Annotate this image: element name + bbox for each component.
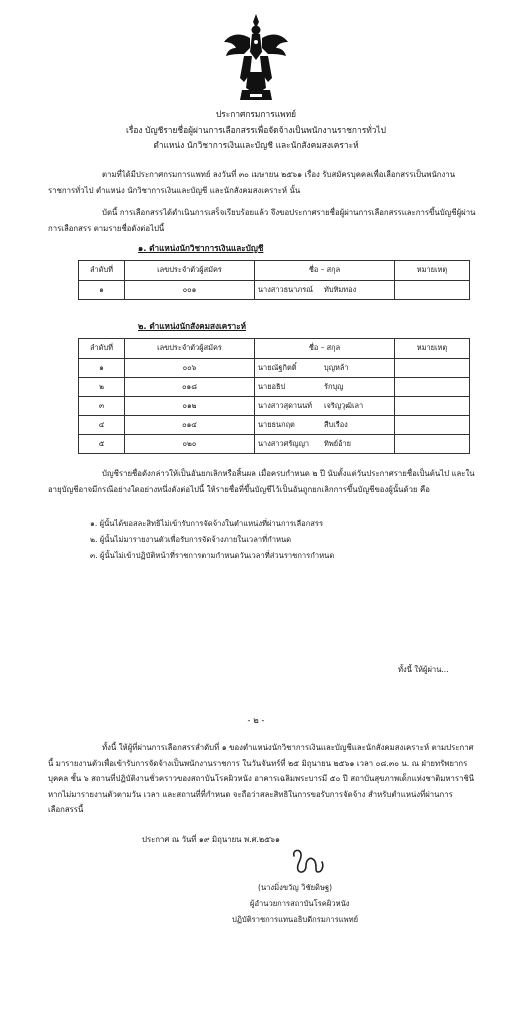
announcement-paragraph: บัดนี้ การเลือกสรรได้ดำเนินการเสร็จเรียบร้อยแล้ว จึงขอประกาศรายชื่อผู้ผ่านการเลือกสรรและการขึ้นบัญชีผู้ผ่านการเลือกสรร ตามรายชื่อดังต่อไปนี้	[48, 208, 476, 233]
cell-applicant-id: ๐๐๖	[125, 359, 255, 378]
announce-date: ประกาศ ณ วันที่ ๑๙ มิถุนายน พ.ศ.๒๕๖๑	[142, 835, 280, 844]
table-row	[79, 416, 470, 435]
table-row	[79, 281, 470, 300]
cell-remark	[395, 435, 470, 454]
last-name: สืบเรือง	[324, 419, 348, 429]
last-name: รักบุญ	[324, 381, 344, 391]
cell-remark	[395, 378, 470, 397]
cell-name	[255, 416, 395, 435]
cell-remark	[395, 359, 470, 378]
cell-applicant-id: ๐๐๑	[125, 281, 255, 300]
last-name: ทับทิมทอง	[324, 284, 357, 294]
continued-marker: ทั้งนี้ ให้ผู้ผ่าน...	[398, 665, 449, 674]
first-name: นายธนกฤต	[258, 419, 295, 429]
cell-no: ๓	[79, 397, 125, 416]
section-1-table	[78, 260, 470, 300]
cell-name	[255, 397, 395, 416]
cell-no: ๒	[79, 378, 125, 397]
cell-name	[255, 359, 395, 378]
signature	[288, 846, 328, 876]
last-name: เจริญวุฒิเลา	[324, 400, 364, 410]
subject-line: เรื่อง บัญชีรายชื่อผู้ผ่านการเลือกสรรเพื่อจัดจ้างเป็นพนักงานราชการทั่วไป	[126, 125, 386, 135]
first-name: นายณัฐกิตติ์	[258, 362, 297, 372]
condition-3: ๓. ผู้นั้นไม่เข้าปฏิบัติหน้าที่ราชการตามกำหนดวันเวลาที่ส่วนราชการกำหนด	[90, 551, 335, 560]
signer-name: (นางมิ่งขวัญ วิชัยดิษฐ)	[258, 883, 333, 892]
reporting-paragraph: ทั้งนี้ ให้ผู้ที่ผ่านการเลือกสรรลำดับที่ ๑ ของตำแหน่งนักวิชาการเงินและบัญชีและนักสังคมสงเคราะห์ ตามประกาศนี้ มารายงานตัวเพื่อเข้ารับการจัดจ้างเป็นพนักงานราชการ ในวันจันทร์ที่ ๒๕ มิถุนายน ๒๕๖๑ เวลา ๐๘.๓๐ น. ณ ฝ่ายทรัพยากรบุคคล ชั้น ๖ สถานที่ปฏิบัติงานชั่วคราวของสถาบันโรคผิวหนัง อาคารเฉลิมพระบารมี ๕๐ ปี สถาบันสุขภาพเด็กแห่งชาติมหาราชินี หากไม่มารายงานตัวตามวัน เวลา และสถานที่ที่กำหนด จะถือว่าสละสิทธิในการขอรับการจัดจ้าง สำหรับตำแหน่งที่ผ่านการเลือกสรรนี้	[48, 743, 475, 814]
cell-no: ๑	[79, 359, 125, 378]
cell-applicant-id: ๐๒๐	[125, 435, 255, 454]
col-header-name: ชื่อ – สกุล	[255, 261, 395, 281]
garuda-emblem	[222, 12, 290, 104]
cell-no: ๔	[79, 416, 125, 435]
cell-name	[255, 378, 395, 397]
col-header-applicant-id: เลขประจำตัวผู้สมัคร	[125, 261, 255, 281]
cell-no: ๕	[79, 435, 125, 454]
section-2-table	[78, 338, 470, 454]
cell-remark	[395, 397, 470, 416]
cell-applicant-id: ๐๑๘	[125, 378, 255, 397]
cell-applicant-id: ๐๑๒	[125, 397, 255, 416]
intro-paragraph: ตามที่ได้มีประกาศกรมการแพทย์ ลงวันที่ ๓๐ เมษายน ๒๕๖๑ เรื่อง รับสมัครบุคคลเพื่อเลือกสรรเป็นพนักงานราชการทั่วไป ตำแหน่ง นักวิชาการเงินและบัญชี และนักสังคมสงเคราะห์ นั้น	[48, 170, 456, 195]
last-name: บุญหล้า	[324, 362, 349, 372]
subject-line-2: ตำแหน่ง นักวิชาการเงินและบัญชี และนักสังคมสงเคราะห์	[153, 140, 359, 150]
cell-remark	[395, 281, 470, 300]
col-header-no: ลำดับที่	[79, 261, 125, 281]
page-number: - ๒ -	[247, 715, 265, 725]
cell-no: ๑	[79, 281, 125, 300]
table-row	[79, 397, 470, 416]
section-1-heading: ๑. ตำแหน่งนักวิชาการเงินและบัญชี	[138, 243, 264, 253]
col-header-no: ลำดับที่	[79, 339, 125, 359]
table-header-row	[79, 339, 470, 359]
signer-title-2: ปฏิบัติราชการแทนอธิบดีกรมการแพทย์	[232, 915, 359, 924]
condition-2: ๒. ผู้นั้นไม่มารายงานตัวเพื่อรับการจัดจ้างภายในเวลาที่กำหนด	[90, 535, 292, 544]
first-name: นายอธิป	[258, 381, 286, 391]
validity-paragraph: บัญชีรายชื่อดังกล่าวให้เป็นอันยกเลิกหรือสิ้นผล เมื่อครบกำหนด ๒ ปี นับตั้งแต่วันประกาศรายชื่อเป็นต้นไป และในอายุบัญชีอาจมีกรณีอย่างใดอย่างหนึ่งดังต่อไปนี้ ให้รายชื่อที่ขึ้นบัญชีไว้เป็นอันถูกยกเลิกการขึ้นบัญชีของผู้นั้นด้วย คือ	[48, 469, 475, 494]
col-header-remark: หมายเหตุ	[395, 261, 470, 281]
col-header-name: ชื่อ – สกุล	[255, 339, 395, 359]
agency-title: ประกาศกรมการแพทย์	[215, 109, 297, 119]
first-name: นางสาวธนาภรณ์	[258, 284, 314, 294]
col-header-remark: หมายเหตุ	[395, 339, 470, 359]
first-name: นางสาวสุดานนท์	[258, 400, 313, 410]
col-header-applicant-id: เลขประจำตัวผู้สมัคร	[125, 339, 255, 359]
condition-1: ๑. ผู้นั้นได้ขอสละสิทธิไม่เข้ารับการจัดจ้างในตำแหน่งที่ผ่านการเลือกสรร	[90, 519, 324, 528]
last-name: ทิพย์อ้าย	[324, 438, 351, 448]
table-header-row	[79, 261, 470, 281]
cell-name	[255, 435, 395, 454]
cell-remark	[395, 416, 470, 435]
cell-applicant-id: ๐๑๔	[125, 416, 255, 435]
table-row	[79, 435, 470, 454]
section-2-heading: ๒. ตำแหน่งนักสังคมสงเคราะห์	[138, 321, 247, 331]
first-name: นางสาวศรัญญา	[258, 438, 310, 448]
signer-title-1: ผู้อำนวยการสถาบันโรคผิวหนัง	[250, 899, 350, 908]
table-row	[79, 378, 470, 397]
cell-name	[255, 281, 395, 300]
table-row	[79, 359, 470, 378]
